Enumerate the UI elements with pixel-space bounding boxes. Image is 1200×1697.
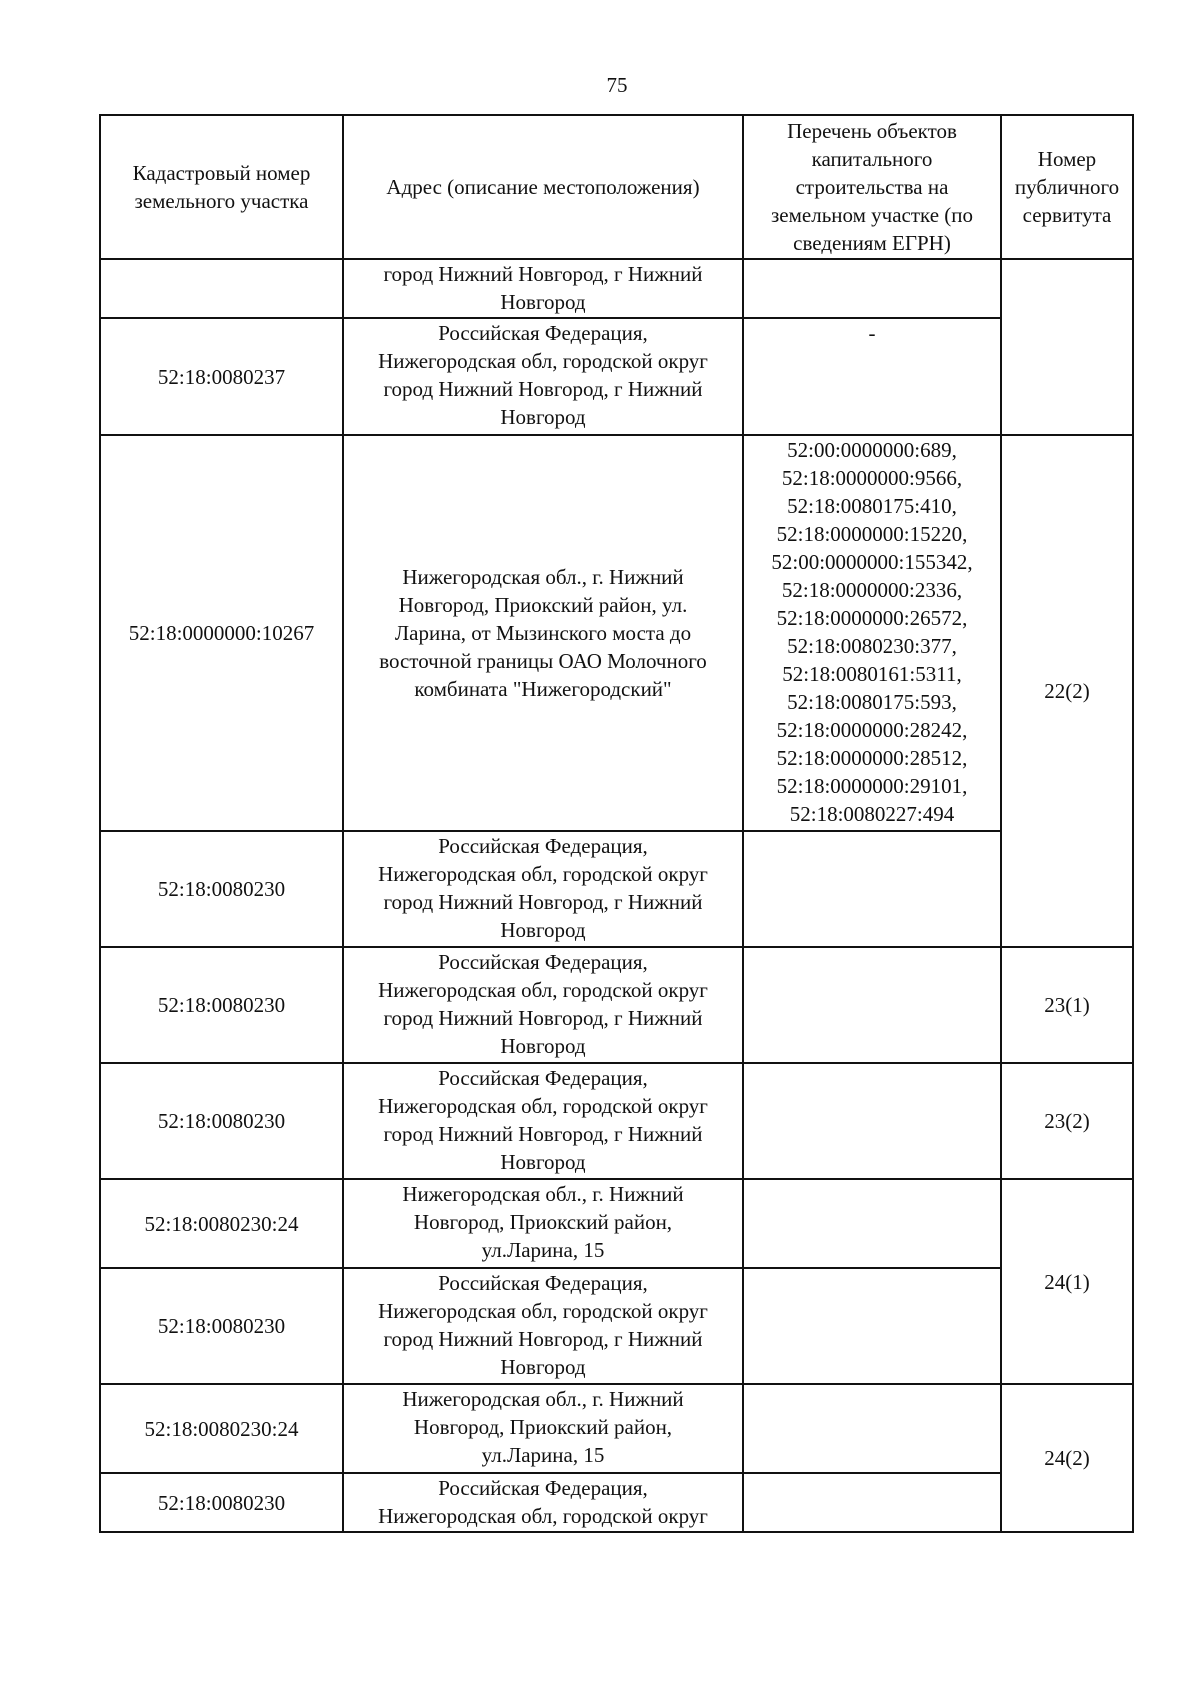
- capital-objects-cell: [743, 1268, 1001, 1384]
- capital-objects-cell: [743, 1384, 1001, 1473]
- header-capital-objects: Перечень объектов капитального строительства на земельном участке (по сведениям ЕГРН): [743, 115, 1001, 259]
- cadastral-number-cell: 52:18:0080230: [100, 1473, 343, 1532]
- header-cadastral-number: Кадастровый номер земельного участка: [100, 115, 343, 259]
- table-header-row: [100, 115, 1133, 259]
- header-address: Адрес (описание местоположения): [343, 115, 743, 259]
- capital-objects-cell: [743, 1179, 1001, 1268]
- cadastral-number-cell: 52:18:0000000:10267: [100, 435, 343, 831]
- servitude-number-cell: 24(1): [1001, 1179, 1133, 1384]
- capital-objects-cell: [743, 947, 1001, 1063]
- servitude-number-cell: 23(1): [1001, 947, 1133, 1063]
- cadastral-number-cell: 52:18:0080230: [100, 1063, 343, 1179]
- address-cell: Нижегородская обл., г. Нижний Новгород, Приокский район, ул.Ларина, 15: [343, 1384, 743, 1473]
- cadastral-number-cell: 52:18:0080230: [100, 947, 343, 1063]
- table-row: [100, 318, 1133, 435]
- table-row: [100, 1179, 1133, 1268]
- table-row: [100, 435, 1133, 831]
- cadastral-number-cell: 52:18:0080230: [100, 1268, 343, 1384]
- capital-objects-cell: [743, 1473, 1001, 1532]
- header-servitude-number: Номер публичного сервитута: [1001, 115, 1133, 259]
- table-row: [100, 1384, 1133, 1473]
- address-cell: Российская Федерация, Нижегородская обл, городской округ город Нижний Новгород, г Нижний Новгород: [343, 831, 743, 947]
- servitude-table: [99, 114, 1134, 1533]
- address-cell: город Нижний Новгород, г Нижний Новгород: [343, 259, 743, 318]
- table-row: [100, 947, 1133, 1063]
- capital-objects-cell: [743, 831, 1001, 947]
- table-row: [100, 831, 1133, 947]
- address-cell: Российская Федерация, Нижегородская обл, городской округ город Нижний Новгород, г Нижний Новгород: [343, 1268, 743, 1384]
- address-cell: Российская Федерация, Нижегородская обл, городской округ город Нижний Новгород, г Нижний Новгород: [343, 947, 743, 1063]
- cadastral-number-cell: [100, 259, 343, 318]
- table-row: [100, 1473, 1133, 1532]
- address-cell: Нижегородская обл., г. Нижний Новгород, Приокский район, ул. Ларина, от Мызинского моста до восточной границы ОАО Молочного комбината "Нижегородский": [343, 435, 743, 831]
- table-row: [100, 1268, 1133, 1384]
- servitude-number-cell: 23(2): [1001, 1063, 1133, 1179]
- cadastral-number-cell: 52:18:0080237: [100, 318, 343, 435]
- address-cell: Российская Федерация, Нижегородская обл, городской округ город Нижний Новгород, г Нижний Новгород: [343, 1063, 743, 1179]
- capital-objects-cell: -: [743, 318, 1001, 435]
- cadastral-number-cell: 52:18:0080230:24: [100, 1384, 343, 1473]
- capital-objects-cell: [743, 1063, 1001, 1179]
- address-cell: Нижегородская обл., г. Нижний Новгород, Приокский район, ул.Ларина, 15: [343, 1179, 743, 1268]
- servitude-number-cell: [1001, 259, 1133, 435]
- table-row: [100, 259, 1133, 318]
- table-row: [100, 1063, 1133, 1179]
- address-cell: Российская Федерация, Нижегородская обл, городской округ: [343, 1473, 743, 1532]
- cadastral-number-cell: 52:18:0080230:24: [100, 1179, 343, 1268]
- address-cell: Российская Федерация, Нижегородская обл, городской округ город Нижний Новгород, г Нижний Новгород: [343, 318, 743, 435]
- page-number: 75: [606, 73, 628, 97]
- cadastral-number-cell: 52:18:0080230: [100, 831, 343, 947]
- capital-objects-cell: 52:00:0000000:689, 52:18:0000000:9566, 52:18:0080175:410, 52:18:0000000:15220, 52:00:0000000:155342, 52:18:0000000:2336, 52:18:0000000:26572, 52:18:0080230:377, 52:18:0080161:5311, 52:18:0080175:593, 52:18:0000000:28242, 52:18:0000000:28512, 52:18:0000000:29101, 52:18:0080227:494: [743, 435, 1001, 831]
- servitude-number-cell: 24(2): [1001, 1384, 1133, 1532]
- capital-objects-cell: [743, 259, 1001, 318]
- servitude-number-cell: 22(2): [1001, 435, 1133, 947]
